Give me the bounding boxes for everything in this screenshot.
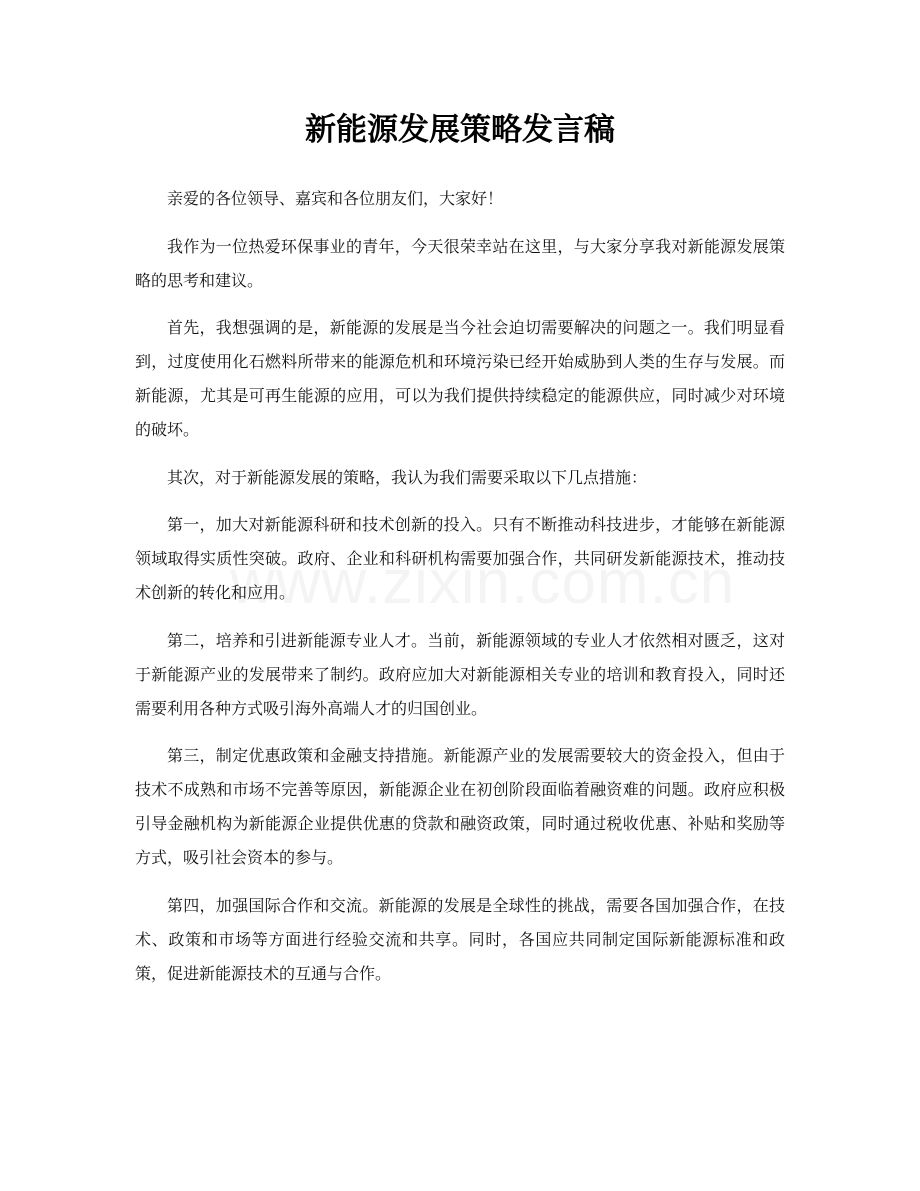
paragraph-measure-3: 第三，制定优惠政策和金融支持措施。新能源产业的发展需要较大的资金投入，但由于技术不成熟和市场不完善等原因，新能源企业在初创阶段面临着融资难的问题。政府应积极引导金融机构为新能源企业提供优惠的贷款和融资政策，同时通过税收优惠、补贴和奖励等方式，吸引社会资本的参与。: [135, 746, 785, 867]
document-title: 新能源发展策略发言稿: [305, 112, 615, 148]
paragraph-measure-4: 第四，加强国际合作和交流。新能源的发展是全球性的挑战，需要各国加强合作，在技术、政策和市场等方面进行经验交流和共享。同时，各国应共同制定国际新能源标准和政策，促进新能源技术的互通与合作。: [135, 895, 785, 983]
paragraph-intro: 我作为一位热爱环保事业的青年，今天很荣幸站在这里，与大家分享我对新能源发展策略的思考和建议。: [135, 236, 785, 290]
paragraph-first: 首先，我想强调的是，新能源的发展是当今社会迫切需要解决的问题之一。我们明显看到，过度使用化石燃料所带来的能源危机和环境污染已经开始威胁到人类的生存与发展。而新能源，尤其是可再生能源的应用，可以为我们提供持续稳定的能源供应，同时减少对环境的破坏。: [135, 318, 785, 439]
paragraph-measure-2: 第二，培养和引进新能源专业人才。当前，新能源领域的专业人才依然相对匮乏，这对于新能源产业的发展带来了制约。政府应加大对新能源相关专业的培训和教育投入，同时还需要利用各种方式吸引海外高端人才的归国创业。: [135, 630, 785, 718]
paragraph-greeting: 亲爱的各位领导、嘉宾和各位朋友们，大家好！: [167, 189, 504, 208]
paragraph-second: 其次，对于新能源发展的策略，我认为我们需要采取以下几点措施：: [167, 467, 648, 487]
document-body: [135, 182, 785, 1004]
paragraph-measure-1: 第一，加大对新能源科研和技术创新的投入。只有不断推动科技进步，才能够在新能源领域取得实质性突破。政府、企业和科研机构需要加强合作，共同研发新能源技术，推动技术创新的转化和应用。: [135, 515, 785, 602]
